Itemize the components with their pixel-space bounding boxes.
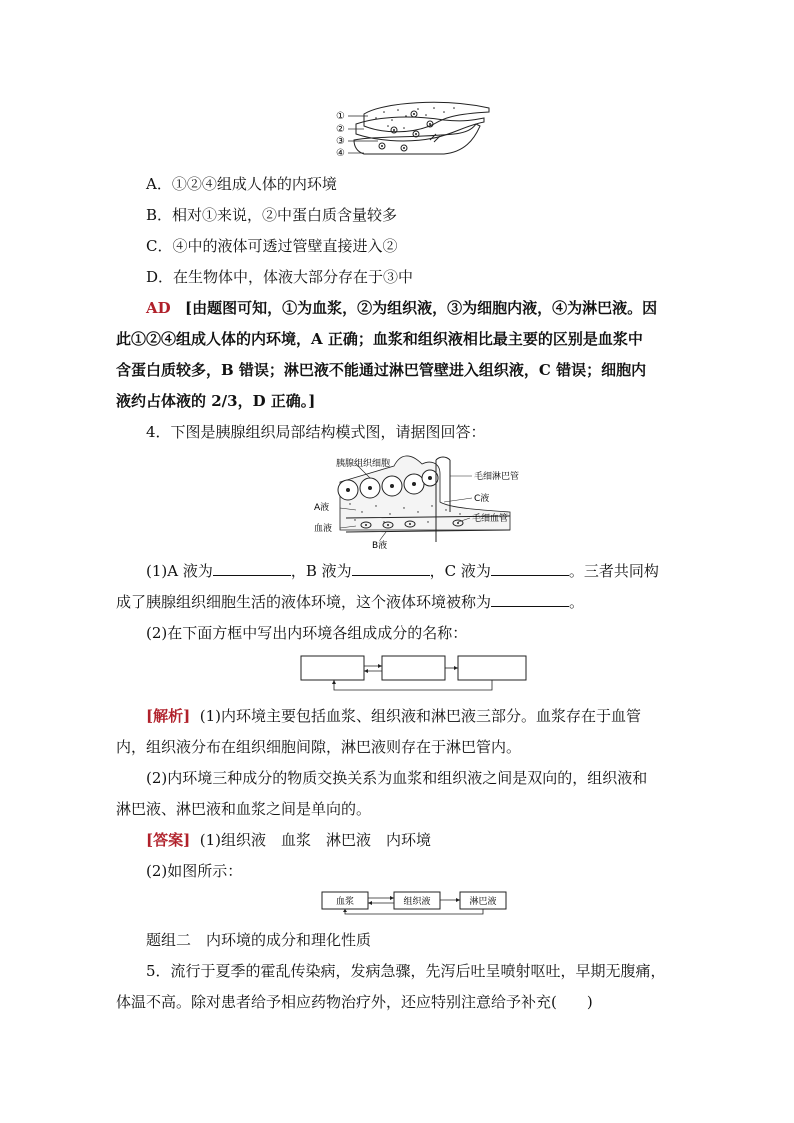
label-a-liquid: A液 — [314, 503, 330, 513]
answer-q4-line-1 — [146, 830, 431, 850]
blank-b[interactable] — [352, 561, 430, 576]
blank-c[interactable] — [491, 561, 569, 576]
q4-sub2: (2)在下面方框中写出内环境各组成成分的名称： — [146, 624, 468, 642]
empty-box-3[interactable] — [458, 656, 526, 680]
q4-sub1-line1 — [146, 561, 659, 581]
question-4-stem: 4．下图是胰腺组织局部结构模式图，请据图回答： — [146, 423, 486, 441]
box-plasma: 血浆 — [335, 897, 355, 907]
q4-a-label: (1)A 液为 — [146, 562, 213, 580]
label-3: ③ — [336, 136, 345, 147]
blank-a[interactable] — [213, 561, 291, 576]
answer-q4-line-2: (2)如图所示： — [146, 862, 243, 880]
label-4: ④ — [336, 148, 345, 159]
label-capillary-lymph: 毛细淋巴管 — [474, 472, 520, 482]
tissue-diagram-1 — [334, 100, 494, 162]
answer-line-3: 含蛋白质较多，B 错误；淋巴液不能通过淋巴管壁进入组织液，C 错误；细胞内 — [116, 361, 647, 379]
label-c-liquid: C液 — [474, 494, 490, 504]
box-lymph: 淋巴液 — [469, 897, 497, 907]
option-b: B．相对①来说，②中蛋白质含量较多 — [146, 206, 398, 224]
q4-env-label: 成了胰腺组织细胞生活的液体环境，这个液体环境被称为 — [116, 593, 492, 611]
option-a: A．①②④组成人体的内环境 — [146, 175, 337, 193]
blank-env[interactable] — [491, 592, 569, 607]
label-blood: 血液 — [314, 524, 333, 534]
answer-q4-text-1: (1)组织液 血浆 淋巴液 内环境 — [199, 831, 431, 849]
label-1: ① — [336, 111, 345, 122]
answer-key: AD — [146, 299, 171, 317]
answer-box-diagram — [320, 888, 512, 916]
option-c: C．④中的液体可透过管壁直接进入② — [146, 237, 398, 255]
box-tissue-fluid: 组织液 — [403, 897, 431, 907]
label-pancreas-cell: 胰腺组织细胞 — [336, 459, 391, 469]
empty-box-2[interactable] — [382, 656, 445, 680]
answer-line-1 — [146, 298, 657, 318]
group-2-heading: 题组二 内环境的成分和理化性质 — [146, 931, 372, 949]
analysis-line-1 — [146, 706, 641, 726]
label-b-liquid: B液 — [372, 541, 388, 550]
analysis-line-4: 淋巴液、淋巴液和血浆之间是单向的。 — [116, 800, 372, 818]
question-5-line-1: 5．流行于夏季的霍乱传染病，发病急骤，先泻后吐呈喷射呕吐，早期无腹痛， — [146, 962, 666, 980]
empty-box-1[interactable] — [301, 656, 364, 680]
option-d: D．在生物体中，体液大部分存在于③中 — [146, 268, 414, 286]
q4-tail: 。三者共同构 — [568, 562, 659, 580]
q4-sub1-line2 — [116, 592, 584, 612]
analysis-tag: [解析] — [146, 707, 191, 725]
pancreas-tissue-diagram — [310, 452, 530, 550]
analysis-line-3: (2)内环境三种成分的物质交换关系为血浆和组织液之间是双向的，组织液和 — [146, 769, 648, 787]
q4-b-label: ，B 液为 — [290, 562, 352, 580]
analysis-line-2: 内，组织液分布在组织细胞间隙，淋巴液则存在于淋巴管内。 — [116, 738, 522, 756]
answer-line-4: 液约占体液的 2/3，D 正确。] — [116, 392, 316, 410]
label-2: ② — [336, 124, 345, 135]
label-capillary: 毛细血管 — [472, 514, 509, 524]
q4-c-label: ，C 液为 — [429, 562, 491, 580]
q4-env-tail: 。 — [569, 593, 585, 611]
answer-tag: [答案] — [146, 831, 191, 849]
answer-text-1: [由题图可知，①为血浆，②为组织液，③为细胞内液，④为淋巴液。因 — [184, 299, 658, 317]
analysis-text-1: (1)内环境主要包括血浆、组织液和淋巴液三部分。血浆存在于血管 — [199, 707, 642, 725]
answer-line-2: 此①②④组成人体的内环境，A 正确；血浆和组织液相比最主要的区别是血浆中 — [116, 330, 643, 348]
question-5-line-2: 体温不高。除对患者给予相应药物治疗外，还应特别注意给予补充( ) — [116, 993, 593, 1011]
empty-box-diagram — [300, 652, 532, 694]
